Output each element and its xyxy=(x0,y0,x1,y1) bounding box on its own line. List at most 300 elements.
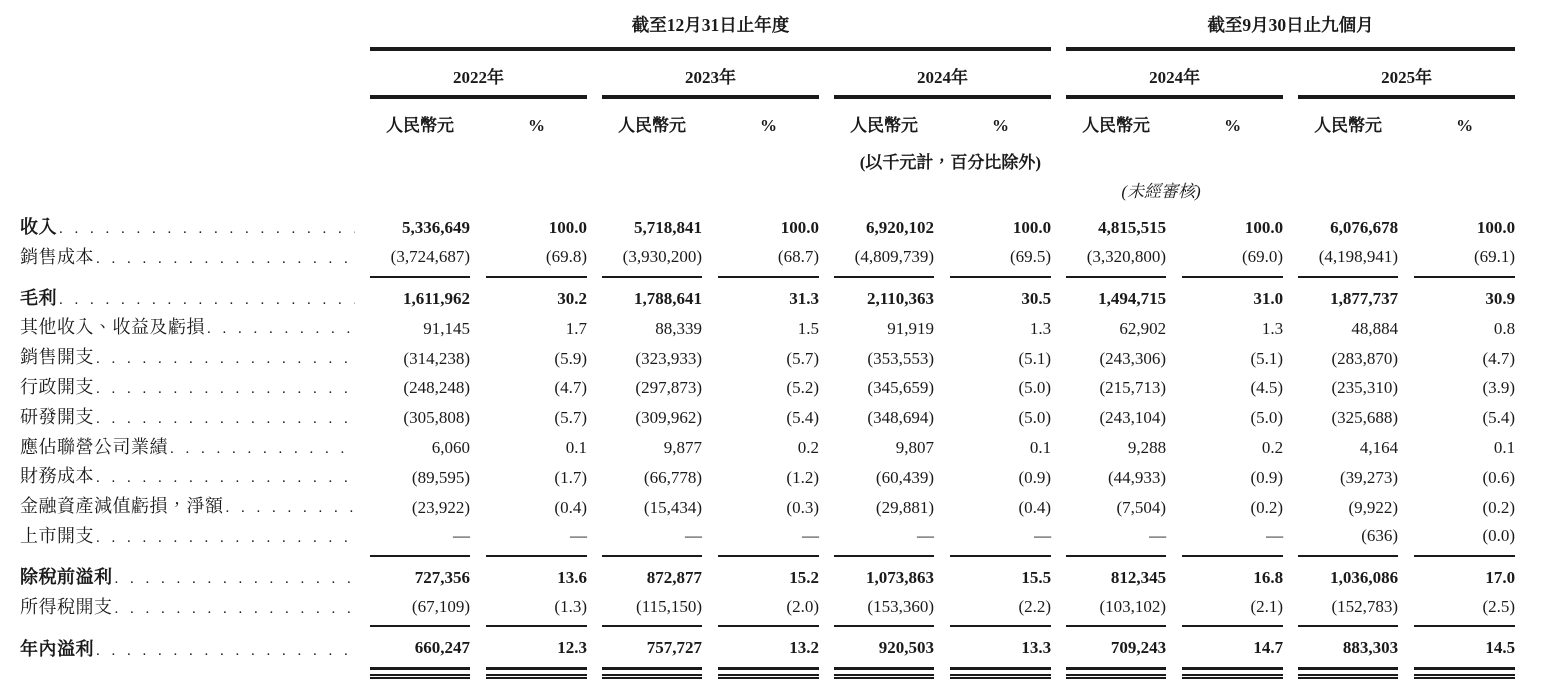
spacer xyxy=(819,492,834,522)
spacer xyxy=(819,243,834,277)
spacer xyxy=(470,593,486,627)
amount-cell: (23,922) xyxy=(411,497,470,517)
spacer xyxy=(1166,462,1182,492)
amount-cell: 9,807 xyxy=(895,437,934,457)
percent-cell: (0.2) xyxy=(1250,497,1284,517)
unaudited-note-row xyxy=(20,174,1515,206)
amount-cell: 1,877,737 xyxy=(1330,288,1399,308)
percent-cell: (2.2) xyxy=(950,593,1051,627)
percent-cell: 14.7 xyxy=(1182,626,1283,668)
spacer xyxy=(355,492,370,522)
row-label-cell xyxy=(20,492,355,522)
spacer xyxy=(1283,343,1298,373)
spacer xyxy=(1166,373,1182,403)
spacer xyxy=(20,141,355,174)
double-rule xyxy=(1182,668,1283,676)
amount-cell: (215,713) xyxy=(1099,378,1167,398)
double-rule xyxy=(950,668,1051,676)
double-rule xyxy=(834,668,934,676)
dot-leader xyxy=(94,350,355,370)
spacer xyxy=(1283,206,1298,243)
percent-cell: (0.4) xyxy=(1018,497,1052,517)
spacer xyxy=(587,626,602,668)
spacer xyxy=(1166,97,1182,141)
spacer xyxy=(470,462,486,492)
spacer xyxy=(1283,593,1298,627)
table-row xyxy=(20,343,1515,373)
spacer xyxy=(355,313,370,343)
spacer xyxy=(934,492,950,522)
spacer xyxy=(355,522,370,556)
percent-cell: (5.0) xyxy=(1250,408,1284,428)
percent-cell: 15.2 xyxy=(789,568,819,588)
spacer xyxy=(702,343,718,373)
dot-leader xyxy=(94,250,355,270)
amount-cell: (4,809,739) xyxy=(834,243,934,277)
percent-cell: (4.7) xyxy=(554,378,587,398)
spacer xyxy=(1398,626,1414,668)
amount-cell: 4,815,515 xyxy=(1098,218,1167,238)
spacer xyxy=(355,49,370,97)
amount-cell: (314,238) xyxy=(403,348,470,368)
percent-cell: 12.3 xyxy=(486,626,587,668)
dot-leader xyxy=(113,570,356,590)
group-header-nine-months: 截至9月30日止九個月 xyxy=(1066,6,1515,49)
spacer xyxy=(1166,556,1182,593)
spacer xyxy=(587,433,602,463)
spacer xyxy=(1051,97,1066,141)
percent-cell: 100.0 xyxy=(1244,218,1284,238)
spacer xyxy=(1398,206,1414,243)
amount-cell: (115,150) xyxy=(602,593,702,627)
percent-cell: 13.6 xyxy=(557,568,587,588)
percent-cell: (3.9) xyxy=(1482,378,1516,398)
double-rule xyxy=(370,668,470,676)
group-header-row xyxy=(20,6,1515,49)
amount-cell: 91,145 xyxy=(423,318,470,338)
percent-cell: 13.3 xyxy=(950,626,1051,668)
amount-cell: 812,345 xyxy=(1110,568,1167,588)
percent-cell: 31.0 xyxy=(1253,288,1284,308)
spacer xyxy=(702,462,718,492)
dot-leader xyxy=(94,469,355,489)
spacer xyxy=(1051,492,1066,522)
percent-cell: (68.7) xyxy=(718,243,819,277)
percent-cell: (5.2) xyxy=(786,378,819,398)
row-label-cell xyxy=(20,206,355,243)
spacer xyxy=(702,373,718,403)
spacer xyxy=(1283,462,1298,492)
table-row xyxy=(20,626,1515,668)
spacer xyxy=(1166,343,1182,373)
spacer xyxy=(587,343,602,373)
row-label-cell xyxy=(20,313,355,343)
spacer xyxy=(1398,668,1414,676)
spacer xyxy=(355,626,370,668)
amount-cell: 4,164 xyxy=(1359,437,1399,457)
table-row xyxy=(20,522,1515,556)
spacer xyxy=(702,668,718,676)
percent-cell: (0.3) xyxy=(786,497,819,517)
dot-leader xyxy=(94,529,355,549)
spacer xyxy=(819,556,834,593)
spacer xyxy=(1283,668,1298,676)
double-rule xyxy=(1414,668,1515,676)
spacer xyxy=(934,277,950,314)
spacer xyxy=(1283,243,1298,277)
spacer xyxy=(587,49,602,97)
double-rule xyxy=(486,668,587,676)
spacer xyxy=(1051,243,1066,277)
dot-leader xyxy=(94,642,355,662)
amount-cell: 6,076,678 xyxy=(1330,218,1399,238)
spacer xyxy=(819,403,834,433)
spacer xyxy=(1166,277,1182,314)
spacer xyxy=(1051,313,1066,343)
row-label: 銷售成本 xyxy=(20,246,94,267)
dot-leader xyxy=(57,220,355,240)
amount-cell: 88,339 xyxy=(655,318,702,338)
amount-cell: 872,877 xyxy=(646,568,702,588)
row-label: 毛利 xyxy=(20,287,57,308)
percent-cell: (69.8) xyxy=(486,243,587,277)
percent-cell: (5.1) xyxy=(1018,348,1052,368)
percent-cell: (0.0) xyxy=(1414,522,1515,556)
amount-cell: (297,873) xyxy=(635,378,702,398)
amount-cell: 9,288 xyxy=(1127,437,1167,457)
spacer xyxy=(934,313,950,343)
spacer xyxy=(587,373,602,403)
double-rule xyxy=(1066,668,1166,676)
unit-header-amount: 人民幣元 xyxy=(1082,116,1151,135)
amount-cell: — xyxy=(602,522,702,556)
spacer xyxy=(934,462,950,492)
amount-cell: — xyxy=(370,522,470,556)
spacer xyxy=(934,668,950,676)
spacer xyxy=(355,206,370,243)
row-label-cell xyxy=(20,593,355,627)
amount-cell: (66,778) xyxy=(643,467,702,487)
amount-cell: — xyxy=(1066,522,1166,556)
spacer xyxy=(1166,593,1182,627)
spacer xyxy=(934,593,950,627)
spacer xyxy=(1166,626,1182,668)
amount-cell: 62,902 xyxy=(1119,318,1167,338)
percent-cell: (0.9) xyxy=(1018,467,1052,487)
percent-cell: (0.6) xyxy=(1482,467,1516,487)
spacer xyxy=(1398,373,1414,403)
spacer xyxy=(355,243,370,277)
spacer xyxy=(702,593,718,627)
percent-cell: (5.0) xyxy=(1018,408,1052,428)
document-page xyxy=(0,6,1541,688)
amount-cell: 48,884 xyxy=(1351,318,1399,338)
amount-cell: (15,434) xyxy=(643,497,702,517)
row-label: 收入 xyxy=(20,217,57,237)
percent-cell: (0.2) xyxy=(1482,497,1516,517)
amount-cell: (3,320,800) xyxy=(1066,243,1166,277)
unit-header-row xyxy=(20,97,1515,141)
spacer xyxy=(1051,433,1066,463)
spacer xyxy=(934,403,950,433)
amount-cell: 1,788,641 xyxy=(634,288,702,308)
spacer xyxy=(1051,49,1066,97)
spacer xyxy=(819,626,834,668)
spacer xyxy=(1051,522,1066,556)
table-body xyxy=(20,206,1515,676)
spacer xyxy=(819,97,834,141)
row-label: 銷售開支 xyxy=(20,347,94,368)
percent-cell: 100.0 xyxy=(548,218,587,238)
table-row xyxy=(20,313,1515,343)
row-label: 年內溢利 xyxy=(20,638,94,659)
spacer xyxy=(934,343,950,373)
spacer xyxy=(1166,522,1182,556)
spacer xyxy=(1398,343,1414,373)
spacer xyxy=(702,556,718,593)
table-row xyxy=(20,206,1515,243)
percent-cell: (2.1) xyxy=(1182,593,1283,627)
row-label: 其他收入、收益及虧損 xyxy=(20,317,205,338)
percent-cell: 100.0 xyxy=(780,218,819,238)
spacer xyxy=(587,668,602,676)
spacer xyxy=(819,343,834,373)
dot-leader xyxy=(205,320,355,340)
amount-cell: 91,919 xyxy=(887,318,934,338)
spacer xyxy=(470,343,486,373)
spacer xyxy=(819,522,834,556)
spacer xyxy=(1051,206,1066,243)
spacer xyxy=(470,433,486,463)
spacer xyxy=(470,277,486,314)
unit-header-percent: % xyxy=(992,116,1010,135)
percent-cell: 31.3 xyxy=(789,288,819,308)
row-label-cell xyxy=(20,462,355,492)
percent-cell: 1.3 xyxy=(1261,318,1284,338)
percent-cell: (1.7) xyxy=(554,467,587,487)
amount-cell: 6,920,102 xyxy=(866,218,934,238)
spacer xyxy=(702,626,718,668)
spacer xyxy=(470,626,486,668)
spacer xyxy=(1398,522,1414,556)
table-row xyxy=(20,373,1515,403)
spacer xyxy=(1166,313,1182,343)
spacer xyxy=(1166,492,1182,522)
amount-cell: (4,198,941) xyxy=(1298,243,1398,277)
spacer xyxy=(1166,206,1182,243)
amount-cell: 1,611,962 xyxy=(402,288,470,308)
year-header-9m-2024: 2024年 xyxy=(1066,49,1283,97)
row-label-cell xyxy=(20,556,355,593)
spacer xyxy=(702,433,718,463)
spacer xyxy=(355,462,370,492)
percent-cell: 0.1 xyxy=(565,437,587,457)
spacer xyxy=(355,97,370,141)
row-label: 金融資產減值虧損，淨額 xyxy=(20,496,224,517)
percent-cell: (0.4) xyxy=(554,497,587,517)
spacer xyxy=(355,556,370,593)
spacer xyxy=(1051,343,1066,373)
spacer xyxy=(1051,277,1066,314)
row-label: 財務成本 xyxy=(20,466,94,487)
spacer xyxy=(934,522,950,556)
table-row xyxy=(20,277,1515,314)
amount-cell: 1,073,863 xyxy=(866,568,934,588)
percent-cell: (1.2) xyxy=(786,467,819,487)
spacer xyxy=(702,403,718,433)
spacer xyxy=(587,206,602,243)
spacer xyxy=(702,277,718,314)
spacer xyxy=(819,277,834,314)
amount-cell: 9,877 xyxy=(663,437,702,457)
spacer xyxy=(355,433,370,463)
spacer xyxy=(934,433,950,463)
spacer xyxy=(819,593,834,627)
amount-cell: (89,595) xyxy=(411,467,470,487)
year-header-2024: 2024年 xyxy=(834,49,1051,97)
amount-cell: (9,922) xyxy=(1348,497,1399,517)
amount-cell: (39,273) xyxy=(1339,467,1399,487)
amount-cell: (67,109) xyxy=(370,593,470,627)
amount-cell: 2,110,363 xyxy=(866,288,934,308)
spacer xyxy=(1051,141,1515,174)
percent-cell: 16.8 xyxy=(1253,568,1284,588)
spacer xyxy=(1398,593,1414,627)
spacer xyxy=(1283,97,1298,141)
year-header-2023: 2023年 xyxy=(602,49,819,97)
spacer xyxy=(20,668,355,676)
percent-cell: (5.0) xyxy=(1018,378,1052,398)
amount-cell: 5,336,649 xyxy=(402,218,470,238)
percent-cell: (69.1) xyxy=(1414,243,1515,277)
double-rule xyxy=(1298,668,1398,676)
amount-cell: (7,504) xyxy=(1116,497,1167,517)
spacer xyxy=(470,522,486,556)
year-header-2022: 2022年 xyxy=(370,49,587,97)
percent-cell: 30.9 xyxy=(1485,288,1516,308)
spacer xyxy=(934,556,950,593)
row-label-cell xyxy=(20,243,355,277)
spacer xyxy=(1283,174,1515,206)
spacer xyxy=(1051,403,1066,433)
percent-cell: — xyxy=(486,522,587,556)
amount-cell: (29,881) xyxy=(875,497,934,517)
spacer xyxy=(470,556,486,593)
percent-cell: — xyxy=(718,522,819,556)
spacer xyxy=(587,403,602,433)
spacer xyxy=(355,668,370,676)
spacer xyxy=(1283,373,1298,403)
group-header-annual: 截至12月31日止年度 xyxy=(370,6,1051,49)
spacer xyxy=(1166,668,1182,676)
spacer xyxy=(587,556,602,593)
row-label-cell xyxy=(20,403,355,433)
row-label: 上市開支 xyxy=(20,525,94,546)
spacer xyxy=(934,243,950,277)
unit-header-amount: 人民幣元 xyxy=(850,116,918,135)
spacer xyxy=(587,522,602,556)
spacer xyxy=(1283,522,1298,556)
amount-cell: (235,310) xyxy=(1331,378,1399,398)
row-label-cell xyxy=(20,343,355,373)
amount-cell: (44,933) xyxy=(1107,467,1167,487)
spacer xyxy=(355,403,370,433)
spacer xyxy=(1283,433,1298,463)
amount-cell: (283,870) xyxy=(1331,348,1399,368)
amount-cell: (3,930,200) xyxy=(602,243,702,277)
spacer xyxy=(819,313,834,343)
spacer xyxy=(587,313,602,343)
spacer xyxy=(1398,277,1414,314)
spacer xyxy=(470,373,486,403)
percent-cell: 0.8 xyxy=(1493,318,1516,338)
spacer xyxy=(587,462,602,492)
spacer xyxy=(470,492,486,522)
percent-cell: (5.1) xyxy=(1250,348,1284,368)
spacer xyxy=(587,277,602,314)
percent-cell: (69.0) xyxy=(1182,243,1283,277)
spacer xyxy=(1398,462,1414,492)
percent-cell: 13.2 xyxy=(718,626,819,668)
units-note: (以千元計，百分比除外) xyxy=(859,153,1042,172)
percent-cell: — xyxy=(950,522,1051,556)
spacer xyxy=(587,243,602,277)
percent-cell: 100.0 xyxy=(1012,218,1052,238)
row-label-cell xyxy=(20,433,355,463)
spacer xyxy=(1283,313,1298,343)
amount-cell: (153,360) xyxy=(834,593,934,627)
percent-cell: (4.7) xyxy=(1482,348,1516,368)
spacer xyxy=(1166,433,1182,463)
percent-cell: 14.5 xyxy=(1414,626,1515,668)
amount-cell: (353,553) xyxy=(867,348,934,368)
percent-cell: (1.3) xyxy=(486,593,587,627)
amount-cell: 709,243 xyxy=(1066,626,1166,668)
year-header-9m-2025: 2025年 xyxy=(1298,49,1515,97)
spacer xyxy=(819,433,834,463)
amount-cell: 5,718,841 xyxy=(634,218,702,238)
amount-cell: 727,356 xyxy=(414,568,470,588)
spacer xyxy=(1283,277,1298,314)
dot-leader xyxy=(94,410,355,430)
amount-cell: 883,303 xyxy=(1298,626,1398,668)
unit-header-amount: 人民幣元 xyxy=(618,116,686,135)
spacer xyxy=(587,593,602,627)
percent-cell: 15.5 xyxy=(1021,568,1052,588)
row-label-cell xyxy=(20,373,355,403)
percent-cell: 0.1 xyxy=(1493,437,1516,457)
percent-cell: 1.3 xyxy=(1029,318,1052,338)
spacer xyxy=(20,97,355,141)
amount-cell: (103,102) xyxy=(1066,593,1166,627)
spacer xyxy=(702,97,718,141)
row-label: 研發開支 xyxy=(20,406,94,427)
percent-cell: (2.5) xyxy=(1414,593,1515,627)
spacer xyxy=(1283,492,1298,522)
spacer xyxy=(934,97,950,141)
spacer xyxy=(470,668,486,676)
percent-cell: (0.9) xyxy=(1250,467,1284,487)
amount-cell: 1,036,086 xyxy=(1330,568,1399,588)
amount-cell: (305,808) xyxy=(403,408,470,428)
closing-double-rule-row xyxy=(20,668,1515,676)
spacer xyxy=(1051,462,1066,492)
amount-cell: (636) xyxy=(1298,522,1398,556)
amount-cell: 660,247 xyxy=(370,626,470,668)
percent-cell: (69.5) xyxy=(950,243,1051,277)
percent-cell: 1.7 xyxy=(565,318,587,338)
spacer xyxy=(587,492,602,522)
